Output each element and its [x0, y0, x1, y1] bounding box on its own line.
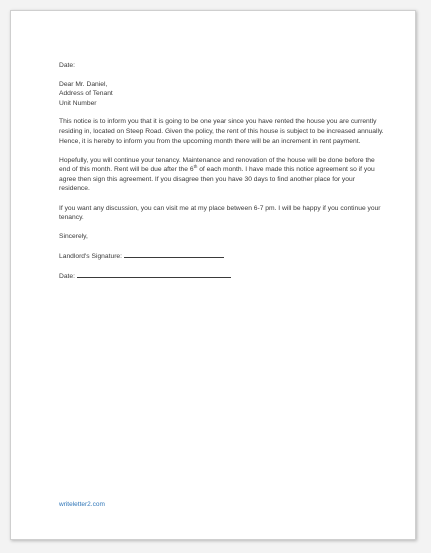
paragraph-notice: This notice is to inform you that it is going to be one year since you have rented the house you are currently residing in, located on Steep Road. Given the policy, the rent of this house is subject to be increased annually. Hence, it is hereby to inform you from the upcoming month there will be an increment in rent payment. — [59, 118, 384, 145]
letter-page — [10, 10, 416, 540]
date-sign-label: Date: — [59, 273, 75, 281]
closing: Sincerely, — [59, 233, 88, 241]
signature-line[interactable] — [124, 251, 224, 258]
ordinal-suffix: th — [193, 164, 198, 170]
signature-label: Landlord's Signature: — [59, 253, 122, 261]
unit-line: Unit Number — [59, 99, 97, 107]
date-label: Date: — [59, 62, 75, 69]
address-line: Address of Tenant — [59, 90, 113, 98]
date-sign-row — [59, 271, 384, 282]
address-block — [59, 80, 384, 109]
letter-body — [59, 61, 384, 292]
paragraph-tenancy-part1: Hopefully, you will continue your tenancy. Maintenance and renovation of the house will be done before the end of this month. Rent will be due after the 6 — [59, 156, 375, 174]
salutation: Dear Mr. Daniel, — [59, 80, 108, 88]
paragraph-tenancy-part2: of each month. I have made this notice agreement so if you agree then sign this agreement. If you disagree then you have 30 days to find another place for your residence. — [59, 166, 375, 193]
site-link[interactable]: writeletter2.com — [59, 501, 105, 508]
signature-row — [59, 251, 384, 262]
date-sign-line[interactable] — [77, 271, 231, 278]
paragraph-discussion: If you want any discussion, you can visit me at my place between 6-7 pm. I will be happy if you continue your tenancy. — [59, 204, 381, 222]
paragraph-tenancy — [59, 156, 384, 194]
